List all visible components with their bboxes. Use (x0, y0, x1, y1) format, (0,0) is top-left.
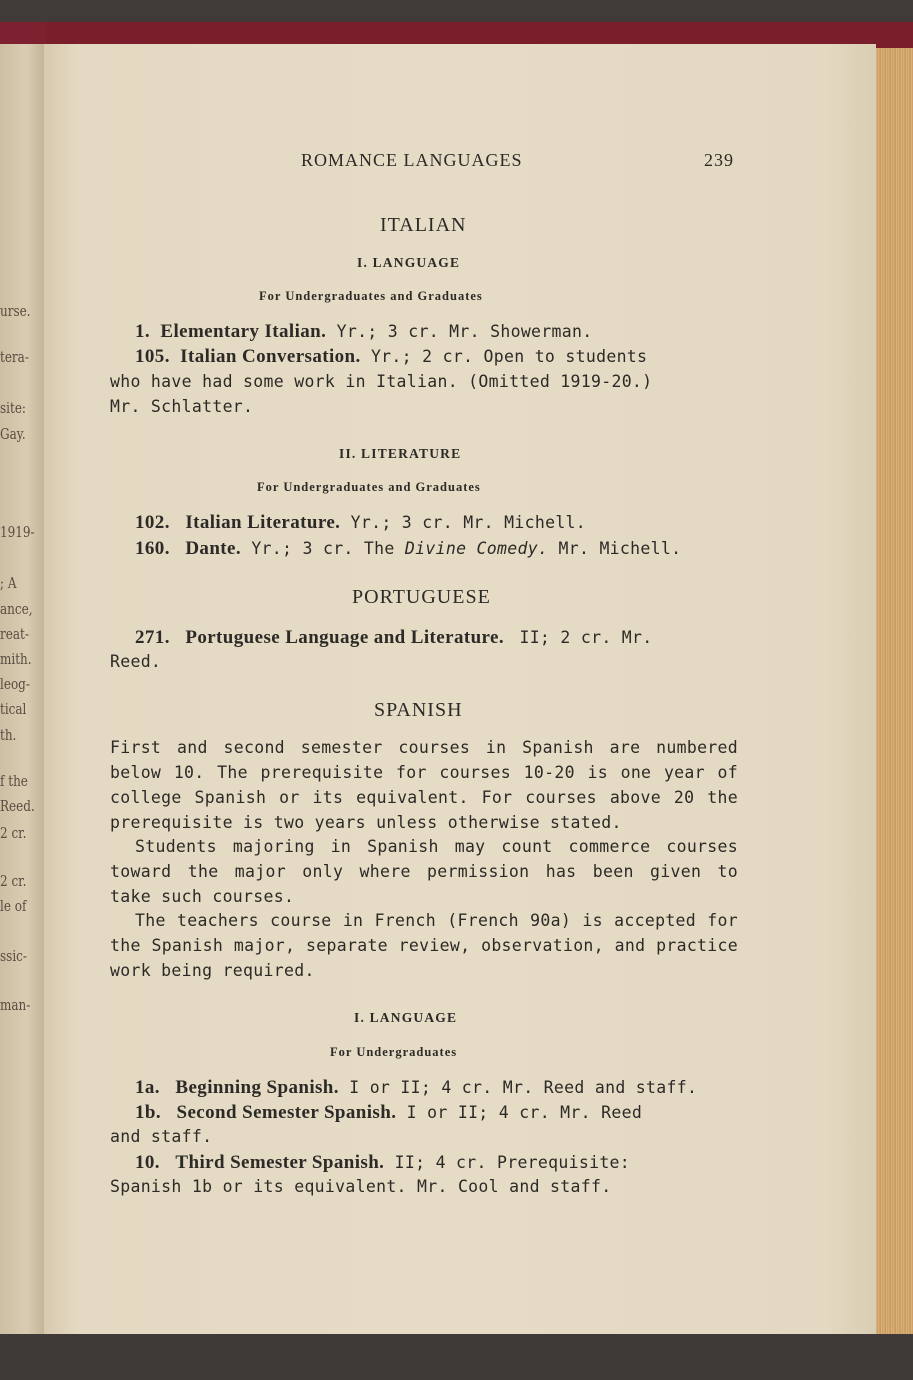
prev-fragment: ; A (0, 574, 17, 592)
course-details: I or II; 4 cr. Mr. Reed and staff. (349, 1078, 698, 1097)
page-content (44, 44, 876, 1334)
spanish-teachers-line: The teachers course in French (French 90a) is accepted for (135, 911, 738, 930)
course-105 (135, 346, 739, 368)
course-105-line-3: Mr. Schlatter. (110, 397, 254, 416)
book-page (44, 44, 876, 1334)
course-title: Beginning Spanish. (175, 1077, 339, 1098)
course-details: Yr.; 3 cr. Mr. Showerman. (336, 322, 593, 341)
spanish-intro-line: First and second semester courses in Spanish are numbered (110, 738, 738, 757)
course-number: 1b. (135, 1102, 162, 1123)
spanish-teachers-line: work being required. (110, 961, 315, 980)
course-title: Third Semester Spanish. (175, 1152, 385, 1173)
prev-fragment: tical (0, 700, 27, 718)
prev-fragment: Gay. (0, 425, 26, 443)
spanish-intro-line: below 10. The prerequisite for courses 10-20 is one year of (110, 763, 738, 782)
course-details: Yr.; 2 cr. Open to students (370, 347, 648, 366)
prev-fragment: man- (0, 996, 31, 1014)
course-1b (135, 1102, 738, 1124)
prev-fragment: f the (0, 772, 28, 790)
course-title: Elementary Italian. (160, 321, 327, 342)
prev-fragment: ssic- (0, 947, 27, 965)
spanish-teachers-line: the Spanish major, separate review, observation, and practice (110, 936, 738, 955)
prev-fragment: urse. (0, 302, 31, 320)
work-title: Divine Comedy. (404, 539, 549, 558)
course-details: II; 2 cr. Mr. (519, 628, 653, 647)
course-number: 271. (135, 627, 170, 648)
course-title: Dante. (185, 538, 242, 559)
course-details: Yr.; 3 cr. Mr. Michell. (350, 513, 587, 532)
italian-language-audience: For Undergraduates and Graduates (259, 289, 483, 303)
scan-top-edge (0, 0, 913, 22)
course-details: II; 4 cr. Prerequisite: (394, 1153, 631, 1172)
section-title-italian: ITALIAN (380, 214, 467, 236)
previous-page-sliver (0, 44, 44, 1334)
prev-fragment: mith. (0, 650, 32, 668)
section-title-spanish: SPANISH (374, 699, 463, 721)
running-head-title: ROMANCE LANGUAGES (301, 150, 523, 170)
course-160 (135, 538, 681, 560)
italian-literature-audience: For Undergraduates and Graduates (257, 480, 481, 494)
prev-fragment: ance, (0, 600, 33, 618)
prev-fragment: 2 cr. (0, 872, 27, 890)
prev-fragment: 1919- (0, 523, 35, 541)
course-number: 1. (135, 321, 151, 342)
course-1 (135, 321, 592, 343)
prev-fragment: leog- (0, 675, 30, 693)
course-271 (135, 627, 653, 649)
page-edges (872, 48, 913, 1338)
spanish-majors-line: toward the major only where permission has been given to (110, 862, 738, 881)
prev-fragment: le of (0, 897, 27, 915)
prev-fragment: Reed. (0, 797, 35, 815)
prev-fragment: th. (0, 726, 17, 744)
spanish-majors-line: Students majoring in Spanish may count commerce courses (135, 837, 738, 856)
prev-fragment: tera- (0, 348, 29, 366)
course-1a (135, 1077, 697, 1099)
course-271-line-2: Reed. (110, 652, 162, 671)
scan-bottom-edge (0, 1334, 913, 1380)
prev-fragment: 2 cr. (0, 824, 27, 842)
course-105-line-2: who have had some work in Italian. (Omitted 1919-20.) (110, 372, 653, 391)
spanish-language-heading: I. LANGUAGE (354, 1010, 458, 1025)
course-title: Second Semester Spanish. (176, 1102, 397, 1123)
page-number: 239 (704, 150, 734, 170)
section-title-portuguese: PORTUGUESE (352, 586, 491, 608)
course-number: 1a. (135, 1077, 160, 1098)
course-details: I or II; 4 cr. Mr. Reed (406, 1103, 643, 1122)
italian-language-heading: I. LANGUAGE (357, 255, 461, 270)
course-10 (135, 1152, 630, 1174)
course-title: Italian Conversation. (180, 346, 361, 367)
course-details: Yr.; 3 cr. The (251, 539, 395, 558)
course-1b-line-2: and staff. (110, 1127, 213, 1146)
prev-fragment: reat- (0, 625, 29, 643)
course-title: Portuguese Language and Literature. (185, 627, 505, 648)
course-10-line-2: Spanish 1b or its equivalent. Mr. Cool and staff. (110, 1177, 612, 1196)
spanish-intro-line: college Spanish or its equivalent. For courses above 20 the (110, 788, 738, 807)
spanish-majors-line: take such courses. (110, 887, 295, 906)
course-number: 160. (135, 538, 170, 559)
course-number: 105. (135, 346, 170, 367)
course-102 (135, 512, 586, 534)
course-title: Italian Literature. (185, 512, 341, 533)
spanish-intro-line: prerequisite is two years unless otherwise stated. (110, 813, 622, 832)
course-number: 10. (135, 1152, 160, 1173)
italian-literature-heading: II. LITERATURE (339, 446, 462, 461)
course-instructor: Mr. Michell. (558, 539, 682, 558)
spanish-language-audience: For Undergraduates (330, 1045, 458, 1059)
course-number: 102. (135, 512, 170, 533)
prev-fragment: site: (0, 399, 26, 417)
